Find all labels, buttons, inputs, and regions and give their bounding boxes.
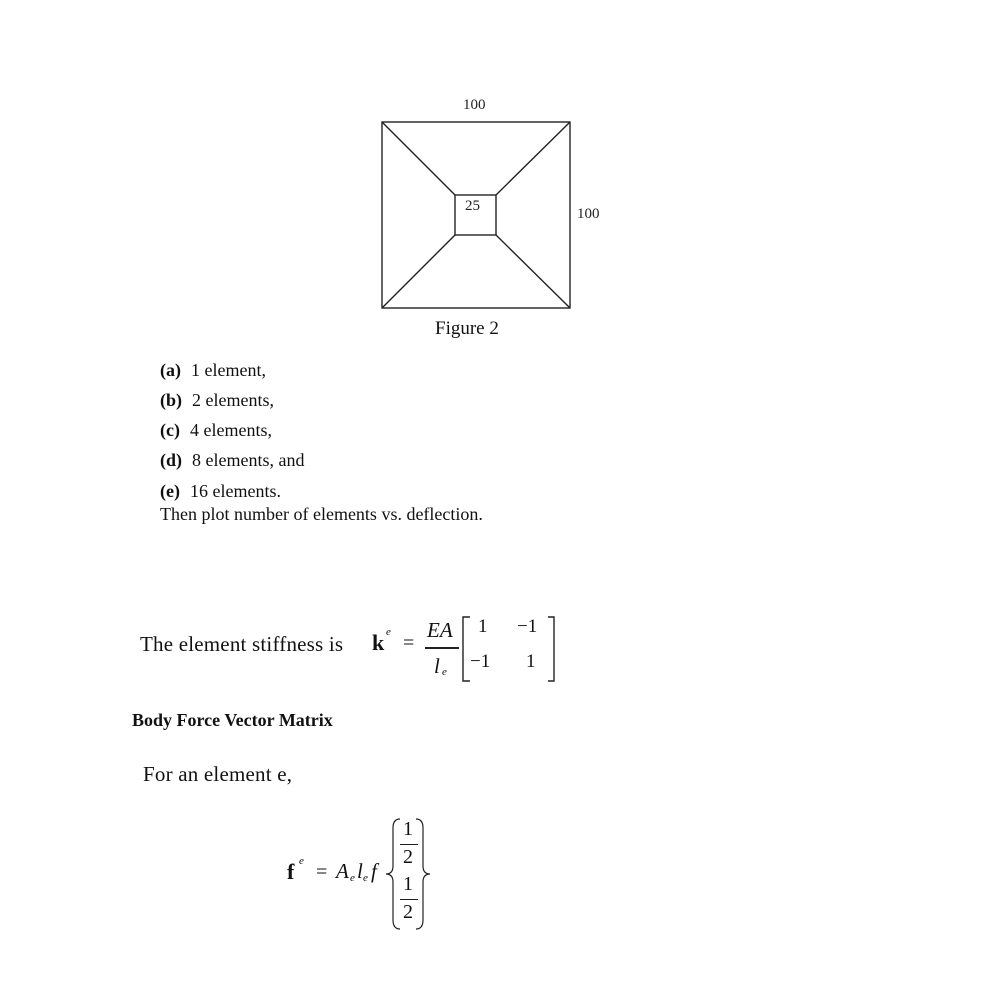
diagonal-top-left <box>382 122 455 195</box>
force-symbol: f <box>287 859 295 884</box>
section-heading: Body Force Vector Matrix <box>132 710 333 730</box>
inner-dimension-label: 25 <box>465 198 480 214</box>
list-item <box>160 450 304 471</box>
right-dimension-label: 100 <box>577 206 600 222</box>
list-item <box>160 360 266 381</box>
stiffness-superscript: e <box>386 626 391 638</box>
vector-denominator: 2 <box>403 846 413 868</box>
equals-sign: = <box>316 861 328 883</box>
item-text: 16 elements. <box>189 481 281 501</box>
fraction-bar <box>425 647 459 649</box>
diagonal-top-right <box>496 122 570 195</box>
item-label: (a) <box>160 360 181 380</box>
figure-caption: Figure 2 <box>435 318 499 339</box>
matrix-cell: −1 <box>517 616 538 637</box>
plot-instruction: Then plot number of elements vs. deflection. <box>160 504 483 524</box>
vector-numerator: 1 <box>403 873 413 895</box>
area-symbol: A <box>336 859 349 883</box>
stiffness-symbol: k <box>372 630 385 655</box>
matrix-cell: 1 <box>526 651 536 672</box>
list-item <box>160 390 274 411</box>
item-text: 1 element, <box>191 360 266 380</box>
item-label: (b) <box>160 390 182 410</box>
vector-denominator: 2 <box>403 901 413 923</box>
matrix-cell: 1 <box>478 616 488 637</box>
force-superscript: e <box>299 855 304 867</box>
fraction-denominator: l <box>434 654 440 678</box>
square-mesh-diagram <box>370 110 580 320</box>
area-subscript: e <box>350 872 355 884</box>
item-label: (e) <box>160 481 180 501</box>
item-text: 8 elements, and <box>192 450 305 470</box>
diagonal-bottom-left <box>382 235 455 308</box>
fraction-numerator: EA <box>427 618 453 642</box>
element-intro: For an element e, <box>143 762 293 786</box>
top-dimension-label: 100 <box>463 97 486 113</box>
vector-numerator: 1 <box>403 818 413 840</box>
body-force-symbol: f <box>371 859 377 883</box>
item-label: (c) <box>160 420 180 440</box>
length-symbol: l <box>357 859 363 883</box>
denominator-subscript: e <box>442 666 447 678</box>
stiffness-text: The element stiffness is <box>140 632 344 656</box>
item-text: 2 elements, <box>192 390 274 410</box>
matrix-cell: −1 <box>470 651 491 672</box>
item-text: 4 elements, <box>189 420 272 440</box>
equals-sign: = <box>403 632 415 654</box>
item-label: (d) <box>160 450 182 470</box>
list-item <box>160 420 272 441</box>
length-subscript: e <box>363 872 368 884</box>
list-item <box>160 481 281 502</box>
diagonal-bottom-right <box>496 235 570 308</box>
